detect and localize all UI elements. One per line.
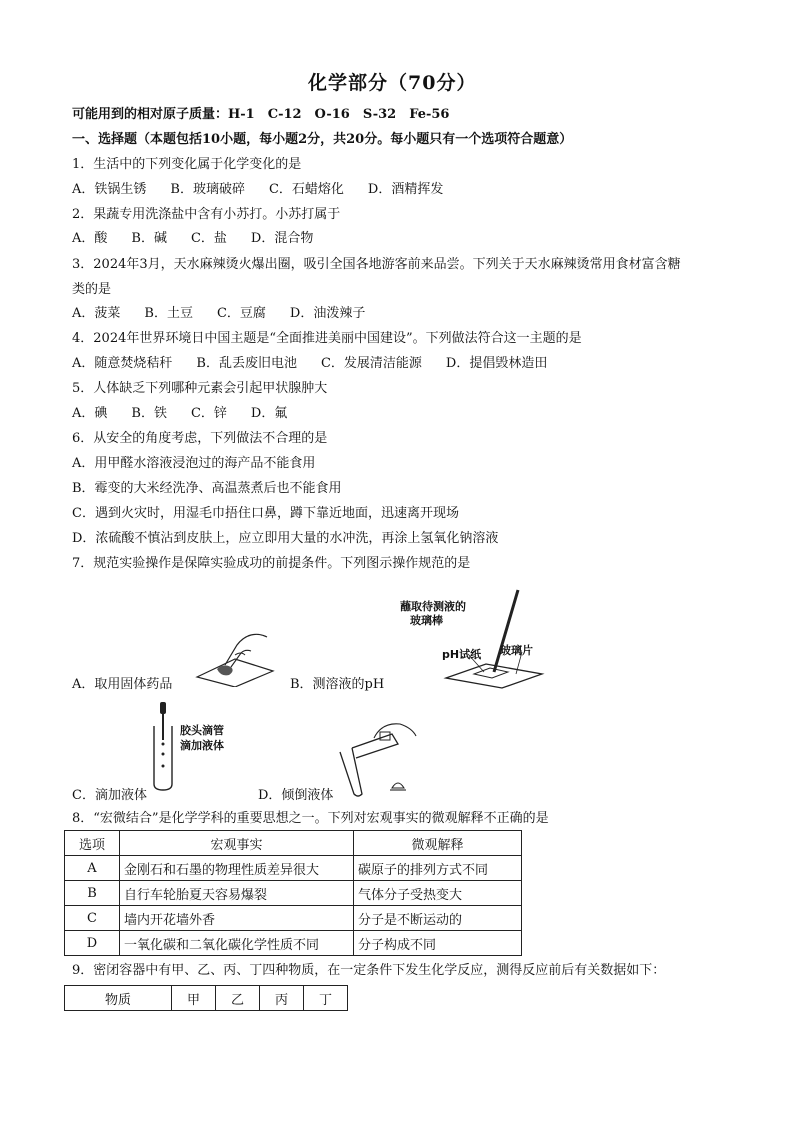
q4-stem: 4．2024年世界环境日中国主题是“全面推进美丽中国建设”。下列做法符合这一主题的是	[72, 331, 582, 346]
row-b-macro: 自行车轮胎夏天容易爆裂	[120, 881, 354, 906]
q3-stem-line1: 3．2024年3月，天水麻辣烫火爆出圈，吸引全国各地游客前来品尝。下列关于天水麻辣烫常用食材富含糖	[72, 257, 681, 272]
q3-option-a[interactable]: A．菠菜	[72, 306, 121, 321]
row-d-option: D	[65, 931, 120, 956]
q5-option-d[interactable]: D．氟	[250, 406, 288, 421]
row-a-micro: 碳原子的排列方式不同	[354, 856, 522, 881]
header-ding: 丁	[304, 986, 348, 1011]
atomic-masses: 可能用到的相对原子质量：H-1 C-12 O-16 S-32 Fe-56	[72, 107, 450, 122]
row-b-micro: 气体分子受热变大	[354, 881, 522, 906]
q4-option-b[interactable]: B．乱丢废旧电池	[196, 356, 297, 371]
header-micro: 微观解释	[354, 831, 522, 856]
row-b-option: B	[65, 881, 120, 906]
row-d-micro: 分子构成不同	[354, 931, 522, 956]
header-jia: 甲	[172, 986, 216, 1011]
q3-option-c[interactable]: C．豆腐	[216, 306, 266, 321]
q6-option-b[interactable]: B．霉变的大米经洗净、高温蒸煮后也不能食用	[72, 481, 342, 496]
q5-option-a[interactable]: A．碘	[72, 406, 108, 421]
figure-c-dropper	[148, 700, 178, 792]
q1-option-a[interactable]: A．铁锅生锈	[72, 182, 147, 197]
q7-option-a[interactable]: A．取用固体药品	[72, 677, 173, 692]
table-row	[65, 931, 522, 956]
q2-option-d[interactable]: D．混合物	[250, 231, 314, 246]
table-header-row	[65, 831, 522, 856]
q9-table	[64, 985, 348, 1011]
q7-option-c[interactable]: C．滴加液体	[72, 788, 147, 803]
q2-option-c[interactable]: C．盐	[190, 231, 227, 246]
q5-option-b[interactable]: B．铁	[131, 406, 167, 421]
q9-stem: 9．密闭容器中有甲、乙、丙、丁四种物质，在一定条件下发生化学反应，测得反应前后有关数据如下：	[72, 963, 666, 978]
q7-option-d[interactable]: D．倾倒液体	[258, 788, 334, 803]
q2-options	[72, 230, 337, 248]
fig-c-label-dropper: 胶头滴管	[180, 724, 224, 737]
row-a-macro: 金刚石和石墨的物理性质差异很大	[120, 856, 354, 881]
q5-stem: 5．人体缺乏下列哪种元素会引起甲状腺肿大	[72, 381, 328, 396]
row-c-micro: 分子是不断运动的	[354, 906, 522, 931]
q1-option-b[interactable]: B．玻璃破碎	[170, 182, 245, 197]
table-header-row	[65, 986, 348, 1011]
header-bing: 丙	[260, 986, 304, 1011]
row-a-option: A	[65, 856, 120, 881]
q2-option-a[interactable]: A．酸	[72, 231, 108, 246]
figure-a-solid-drug	[195, 625, 275, 687]
q1-options	[72, 181, 467, 199]
q7-option-b[interactable]: B．测溶液的pH	[290, 677, 385, 692]
q7-stem: 7．规范实验操作是保障实验成功的前提条件。下列图示操作规范的是	[72, 556, 471, 571]
q4-option-c[interactable]: C．发展清洁能源	[320, 356, 422, 371]
header-yi: 乙	[216, 986, 260, 1011]
q4-option-a[interactable]: A．随意焚烧秸秆	[72, 356, 173, 371]
q1-option-d[interactable]: D．酒精挥发	[367, 182, 444, 197]
table-row	[65, 881, 522, 906]
fig-c-label-add: 滴加液体	[180, 739, 224, 752]
row-c-option: C	[65, 906, 120, 931]
q3-stem-line2: 类的是	[72, 282, 112, 297]
q2-option-b[interactable]: B．碱	[131, 231, 167, 246]
q1-option-c[interactable]: C．石蜡熔化	[268, 182, 344, 197]
header-substance: 物质	[65, 986, 172, 1011]
q3-option-b[interactable]: B．土豆	[144, 306, 193, 321]
q6-option-c[interactable]: C．遇到火灾时，用湿毛巾捂住口鼻，蹲下靠近地面，迅速离开现场	[72, 506, 459, 521]
q5-options	[72, 405, 311, 423]
q6-option-a[interactable]: A．用甲醛水溶液浸泡过的海产品不能食用	[72, 456, 316, 471]
table-row	[65, 906, 522, 931]
q6-option-d[interactable]: D．浓硫酸不慎沾到皮肤上，应立即用大量的水冲洗，再涂上氢氧化钠溶液	[72, 531, 499, 546]
q8-stem: 8．“宏微结合”是化学学科的重要思想之一。下列对宏观事实的微观解释不正确的是	[72, 811, 549, 826]
figure-d-pouring	[330, 718, 420, 798]
table-row	[65, 856, 522, 881]
q2-stem: 2．果蔬专用洗涤盐中含有小苏打。小苏打属于	[72, 207, 341, 222]
page-title: 化学部分（70分）	[308, 72, 477, 94]
q3-options	[72, 305, 389, 323]
q1-stem: 1．生活中的下列变化属于化学变化的是	[72, 157, 302, 172]
row-d-macro: 一氧化碳和二氧化碳化学性质不同	[120, 931, 354, 956]
fig-b-label-paper: pH试纸	[442, 648, 482, 661]
q4-options	[72, 355, 571, 373]
header-option: 选项	[65, 831, 120, 856]
q8-table	[64, 830, 522, 956]
fig-b-label-rod2: 玻璃棒	[410, 614, 443, 627]
q5-option-c[interactable]: C．锌	[190, 406, 227, 421]
fig-b-label-rod1: 蘸取待测液的	[400, 600, 466, 613]
row-c-macro: 墙内开花墙外香	[120, 906, 354, 931]
q6-stem: 6．从安全的角度考虑，下列做法不合理的是	[72, 431, 328, 446]
fig-b-label-glass: 玻璃片	[500, 644, 533, 657]
q4-option-d[interactable]: D．提倡毁林造田	[445, 356, 548, 371]
header-macro: 宏观事实	[120, 831, 354, 856]
section-heading: 一、选择题（本题包括10小题，每小题2分，共20分。每小题只有一个选项符合题意）	[72, 132, 573, 147]
q3-option-d[interactable]: D．油泼辣子	[289, 306, 366, 321]
